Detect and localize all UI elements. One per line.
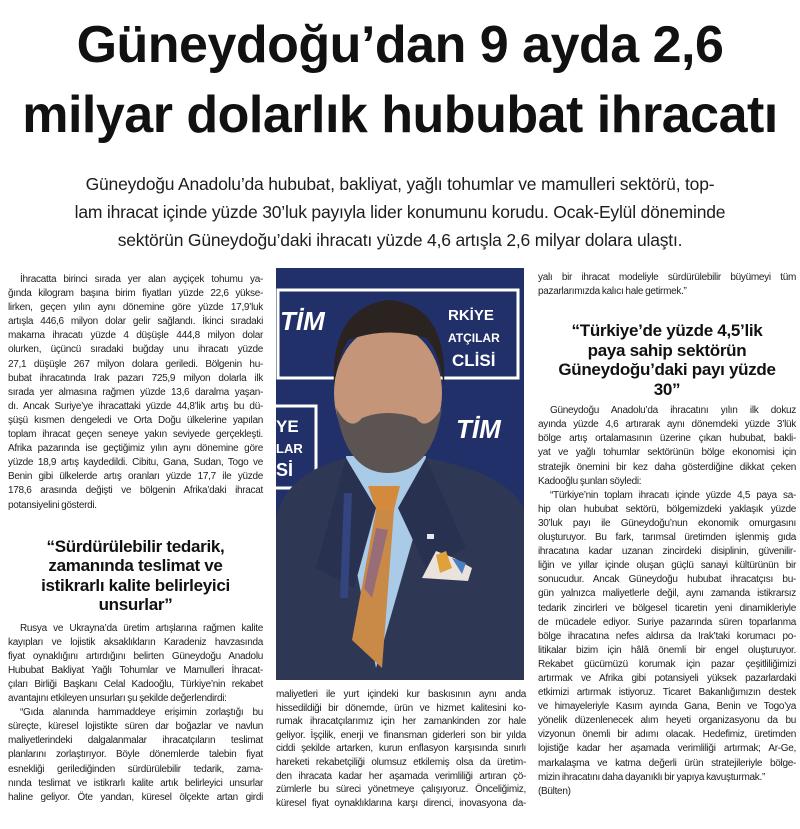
text-line: hip olan hububat sektörü, bölgemizdeki yaklaşık yüzde — [538, 503, 796, 515]
text-line: tedarik zincirleri ve bölgesel ticaretin yeni dinamikleriyle — [538, 602, 796, 614]
text-line: hareketi rekabetçiliği olumsuz etkilemiş olsa da üretim- — [276, 756, 526, 768]
text-line: küresel fiyat oynaklıklarına karşı direnci, inovasyona da- — [276, 797, 526, 809]
headline — [0, 10, 800, 150]
text-line: fiyat oynaklığını artırdığını belirten Güneydoğu Anadolu — [8, 650, 263, 662]
text-line: potansiyelini gösterdi. — [8, 499, 97, 511]
text-line: haline geliyor. Öte yandan, küresel ölçekte artan girdi — [8, 791, 263, 803]
subheading-quote — [8, 537, 263, 615]
paragraph — [538, 489, 796, 785]
text-line: den ihracata kadar her aşamada verimliliği artıran çö- — [276, 770, 526, 782]
text-line: ihracatına kadar uzanan zincirdeki disiplinin, güvenilir- — [538, 546, 796, 558]
text-line: ayında yüzde 4,6 artırarak aynı dönemdeki yüzde 3’lük — [538, 419, 796, 431]
text-line: etkimizi artırmak istiyoruz. Ticaret Bakanlığımızın destek — [538, 687, 796, 699]
text-line: “Sürdürülebilir tedarik, — [46, 536, 225, 556]
svg-text:YE: YE — [276, 417, 299, 436]
svg-text:LAR: LAR — [276, 441, 303, 456]
text-line: 27,1 düşüşle 267 milyon dolara geriledi. Bölgenin hu- — [8, 358, 263, 370]
text-line: paya sahip sektörün — [587, 340, 747, 360]
text-line: geliyor. İşçilik, enerji ve finansman giderleri son bir yılda — [276, 729, 526, 741]
text-line: bubat ihracatında Irak pazarı 725,9 milyon dolarla ilk — [8, 372, 263, 384]
text-line: Güneydoğu Anadolu’da ihracatını yılın ilk dokuz — [550, 405, 796, 417]
text-line: yat ve yağlı tohumlar sektörünün bölge ekonomisi için — [538, 447, 796, 459]
text-line: bölge ihracatına nefes aldırsa da Irak’taki korumacı po- — [538, 630, 796, 642]
article-column-right — [538, 271, 796, 799]
text-line: Güneydoğu’dan 9 ayda 2,6 — [76, 16, 724, 74]
text-line: pazarlarımızda kalıcı hale getirmek.” — [538, 286, 687, 298]
text-line: mizin ihracatını daha dayanıklı bir yapıya kavuşturmak.” — [538, 771, 765, 783]
text-line: stratejik önemini bir kez daha gösterdiğine dikkat çeken — [538, 461, 796, 473]
article-column-middle — [276, 688, 526, 810]
text-line: ciddi şekilde artarken, kurun enflasyon karşısında sınırlı — [276, 743, 526, 755]
text-line: maliyetlerindeki dalgalanmalar ihracatçıların teslimat — [8, 735, 263, 747]
text-line: Güneydoğu Anadolu’da hububat, bakliyat, yağlı tohumlar ve mamulleri sektörü, top- — [85, 174, 715, 194]
text-line: de mücadele ediyor. Suriye pazarında süren toparlanma — [538, 616, 796, 628]
text-line: İhracatta birinci sırada yer alan ayçiçek tohumu ya- — [20, 274, 263, 285]
paragraph — [538, 271, 796, 299]
text-line: “Gıda alanında hammaddeye erişimin zorlaştığı bu — [20, 707, 263, 719]
paragraph — [8, 273, 263, 513]
paragraph — [276, 688, 526, 810]
text-line: yönelik düzenlenecek alım heyeti organizasyonu da bu — [538, 715, 796, 727]
text-line: ğında kilogram başına birim fiyatları yüzde 22,6 yükse- — [8, 288, 263, 300]
subheading-quote — [538, 321, 796, 399]
text-line: 30’luk payı ile Güneydoğu’nun ekonomik omurgasını — [538, 517, 796, 529]
portrait-photo — [276, 268, 524, 680]
text-line: zümlerle bu süreci yönetmeye çalışıyoruz. Önceliğimiz, — [276, 784, 526, 796]
text-line: olurken, üçüncü sıradaki buğday unu ihracatı yüzde — [8, 344, 263, 356]
text-line: sırada yer almasına rağmen yüzde 13,6 daralma yaşan- — [8, 386, 263, 398]
text-line: unsurlar” — [98, 595, 173, 615]
svg-text:ATÇILAR: ATÇILAR — [448, 331, 500, 345]
text-line: Benin gibi ülkelerde artış oranları yüzde 17,7 ile yüzde — [8, 471, 263, 483]
text-line: “Türkiye’de yüzde 4,5’lik — [571, 321, 763, 341]
text-line: Rekabet gücümüzü korumak için pazar çeşitliliğimizi — [538, 658, 796, 670]
text-line: dı. Ancak Suriye’ye ihracattaki yüzde 44,8’lik artış bu dü- — [8, 400, 263, 412]
text-line: liğin ve yıllar içinde oluşan güçlü sanayi kültürünün bir — [538, 560, 796, 572]
text-line: süreçte, küresel lojistikte süren dar boğazlar ve navlun — [8, 721, 263, 733]
text-line: Güneydoğu’daki payı yüzde — [558, 360, 776, 380]
text-line: nında teslimat ve istikrarlı kalite artık belirleyici unsurlar — [8, 777, 263, 789]
text-line: “Türkiye’nin toplam ihracatı içinde yüzde 4,5 paya sa- — [550, 489, 796, 501]
text-line: şüşü kısmen dengeledi ve Orta Doğu ülkelerine yapılan — [8, 414, 263, 426]
text-line: ve himayeleriyle Kasım ayında Gana, Benin ve Togo’ya — [538, 701, 796, 713]
text-line: planlarını zorlaştırıyor. Böyle dönemlerde talebin fiyat — [8, 749, 263, 761]
text-line: istikrarlı kalite belirleyici — [41, 575, 230, 595]
text-line: milyar dolarlık hububat ihracatı — [22, 86, 778, 144]
text-line: Hububat Bakliyat Yağlı Tohumlar ve Mamulleri İhracat- — [8, 664, 263, 676]
text-line: yalı bir ihracat modeliyle sürdürülebilir büyümeyi tüm — [538, 272, 796, 283]
text-line: gün yalnızca maliyetlerle değil, aynı zamanda istikrarsız — [538, 588, 796, 600]
text-line: hissedildiği bir dönemde, ürün ve hizmet kalitesini ko- — [276, 702, 526, 714]
text-line: çıları Birliği Başkanı Celal Kadooğlu, Türkiye’nin rekabet — [8, 678, 263, 690]
text-line: markalaşma ve katma değerli ürün stratejileriyle bölge- — [538, 757, 796, 769]
text-line: esnekliği gerilediğinden sürdürülebilir tedarik, zama- — [8, 763, 263, 775]
text-line: lojistiğe kadar her aşamada verimliliği artırmak; Ar-Ge, — [538, 743, 796, 755]
text-line: bölge artış ortalamasının üzerine çıkan hububat, bakli- — [538, 433, 796, 445]
text-line: toplam ihracat geçen seneye yakın seviyede gerçekleşti. — [8, 429, 263, 441]
text-line: yüzde 18,9 artış kaydedildi. Cibitu, Gana, Sudan, Togo ve — [8, 457, 263, 469]
text-line: rumak ihracatçılarımız için her zamankinden zor hale — [276, 716, 526, 728]
text-line: sektörün Güneydoğu’daki ihracatı yüzde 4,6 artışla 2,6 milyar dolara ulaştı. — [117, 230, 683, 250]
paragraph — [538, 404, 796, 489]
text-line: 178,6 arasında değişti ve bölgenin Afrika’daki ihracat — [8, 485, 263, 497]
text-line: litikalar bizim için hâlâ önemli bir engel oluşturuyor. — [538, 644, 796, 656]
subtitle-lead — [20, 170, 780, 254]
text-line: artışla 446,6 milyon dolar gelir sağlandı. İkinci sıradaki — [8, 316, 263, 328]
text-line: maliyetleri ile yurt içindeki kur baskısının aynı anda — [276, 689, 526, 700]
text-line: sonucudur. Ancak Güneydoğu hububat ihracatçısı bu- — [538, 574, 796, 586]
text-line: 30” — [653, 379, 681, 399]
logo-mark-text: TİM — [456, 414, 501, 444]
paragraph — [8, 706, 263, 805]
text-line: lirken, geçen yılın aynı dönemine göre yüzde 17,9’luk — [8, 302, 263, 314]
source-credit — [538, 785, 796, 799]
text-line: vizyonun önemli bir adımı olacak. Hedefimiz, üretimden — [538, 729, 796, 741]
text-line: Rusya ve Ukrayna’da üretim artışlarına rağmen kalite — [20, 622, 263, 634]
svg-text:CLİSİ: CLİSİ — [452, 351, 496, 370]
logo-mark-text: TİM — [280, 306, 325, 336]
text-line: artırmak ve Afrika gibi potansiyeli yüksek pazarlardaki — [538, 672, 796, 684]
paragraph — [8, 622, 263, 707]
svg-text:RKİYE: RKİYE — [448, 307, 494, 324]
text-line: makarna ihracatı yüzde 4 düşüşle 444,8 milyon dolar — [8, 330, 263, 342]
article-column-left — [8, 273, 263, 805]
text-line: Kadooğlu şunları söyledi: — [538, 475, 642, 487]
text-line: Afrika pazarında ise geçtiğimiz yılın aynı dönemine göre — [8, 443, 263, 455]
svg-text:Sİ: Sİ — [276, 460, 294, 480]
text-line: kayıpları ve lojistik aksaklıkların Karadeniz havzasında — [8, 636, 263, 648]
text-line: oluşturuyor. Bu fark, tarımsal üretimden işlenmiş gıda — [538, 532, 796, 544]
text-line: lam ihracat içinde yüzde 30’luk payıyla lider konumunu korudu. Ocak-Eylül döneminde — [74, 202, 726, 222]
source-credit-text: (Bülten) — [538, 785, 571, 797]
text-line: avantajını etkileyen unsurları şu şekilde değerlendirdi: — [8, 693, 227, 705]
text-line: zamanında teslimat ve — [48, 556, 223, 576]
